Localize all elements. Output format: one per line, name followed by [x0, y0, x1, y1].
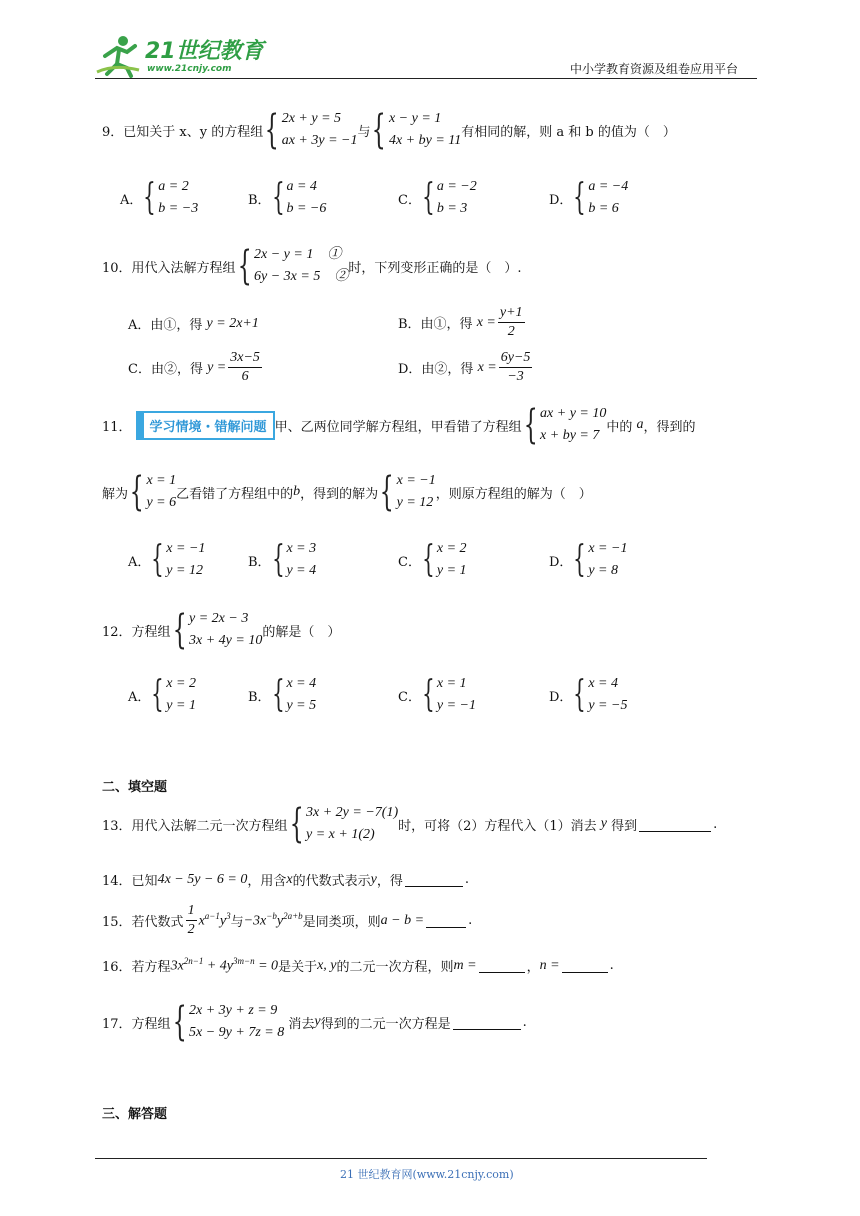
variable: y — [600, 816, 608, 831]
variable: x, y — [317, 957, 337, 973]
question-text: 解为 — [102, 486, 129, 502]
question-text: 已知关于 x、y 的方程组 — [123, 124, 264, 140]
question-text: 中的 — [606, 419, 633, 435]
variable: b — [293, 484, 301, 499]
question-text: 用代入法解二元一次方程组 — [131, 818, 288, 834]
question-text: 是关于 — [278, 960, 318, 975]
equation: $3x^{2n-1} + 4y^{3m-n} = 0$ — [170, 956, 279, 974]
question-13 — [102, 802, 717, 846]
question-text: ，用含 — [247, 874, 287, 889]
option-c[interactable]: C．由②，得 y = $\frac{3x-5}{6}$ — [128, 350, 260, 384]
context-tag: 学习情境・错解问题 — [142, 411, 275, 440]
question-number: 17． — [102, 1016, 132, 1032]
equation: a − b = — [380, 912, 425, 928]
option-d[interactable]: D．由②，得 x = $\frac{6y-5}{-3}$ — [398, 350, 531, 384]
question-text: ，得到的 — [643, 419, 696, 435]
question-text: 得到 — [611, 818, 638, 834]
question-text: 是同类项，则 — [302, 915, 381, 930]
answer-blank[interactable] — [426, 913, 466, 928]
question-number: 15． — [102, 915, 132, 930]
equation-system: { 2x + y = 5 ax + 3y = −1 — [264, 107, 358, 153]
question-16 — [102, 956, 614, 975]
logo-url: www.21cnjy.com — [147, 64, 232, 74]
option-d[interactable]: D． { x = 4 y = −5 — [549, 674, 628, 715]
option-d[interactable]: D． { a = −4 b = 6 — [549, 177, 629, 218]
term: $x^{a-1}y^3$ — [198, 911, 231, 929]
question-number: 11． — [102, 419, 132, 435]
question-number: 9． — [102, 124, 124, 140]
question-number: 16． — [102, 960, 132, 975]
equation-system: { y = 2x − 3 3x + 4y = 10 — [172, 607, 263, 653]
variable: y — [314, 1014, 321, 1029]
punctuation: . — [468, 913, 473, 928]
option-b[interactable]: B． { a = 4 b = −6 — [248, 177, 327, 218]
punctuation: ， — [526, 960, 540, 975]
equation-system: { 2x − y = 1 ① 6y − 3x = 5 ② — [237, 243, 349, 289]
option-d[interactable]: D． { x = −1 y = 8 — [549, 539, 628, 580]
section-heading: 三、解答题 — [102, 1107, 168, 1122]
answer-blank-m[interactable] — [479, 958, 525, 973]
answer-blank[interactable] — [453, 1015, 521, 1030]
equation-system: { 2x + 3y + z = 9 5x − 9y + 7z = 8 — [172, 999, 285, 1045]
equation: 4x − 5y − 6 = 0 — [157, 871, 248, 887]
question-text: 方程组 — [131, 624, 171, 640]
question-number: 13． — [102, 818, 132, 834]
question-text: 甲、乙两位同学解方程组，甲看错了方程组 — [274, 419, 522, 435]
question-text: 乙看错了方程组中的 — [176, 486, 294, 502]
runner-logo-icon — [95, 34, 143, 78]
variable: y — [370, 871, 377, 887]
equation: m = — [453, 957, 477, 973]
question-text: ，得到的解为 — [300, 486, 379, 502]
question-text: 用代入法解方程组 — [131, 260, 236, 276]
option-c[interactable]: C． { a = −2 b = 3 — [398, 177, 477, 218]
footer-rule — [95, 1158, 707, 1159]
solution-system: { x = −1 y = 12 — [379, 469, 436, 515]
question-number: 10． — [102, 260, 132, 276]
equation: n = — [539, 957, 560, 973]
option-a[interactable]: A． { x = −1 y = 12 — [128, 539, 206, 580]
option-b[interactable]: B．由①，得 x = $\frac{y+1}{2}$ — [398, 305, 523, 339]
header-rule — [95, 78, 757, 79]
question-text: 与 — [230, 915, 244, 930]
question-11-cont — [102, 470, 592, 514]
fraction: $\frac{1}{2}$ — [187, 903, 195, 937]
question-14 — [102, 870, 469, 889]
answer-blank[interactable] — [639, 817, 711, 832]
option-a[interactable]: A．由①，得 y = 2x+1 — [128, 315, 259, 333]
question-text: 的二元一次方程，则 — [336, 960, 454, 975]
question-15 — [102, 902, 472, 939]
question-11 — [102, 403, 696, 447]
punctuation: . — [522, 1014, 527, 1030]
header-logo — [95, 32, 265, 80]
solution-system: { x = 1 y = 6 — [129, 469, 177, 515]
question-17 — [102, 1000, 527, 1044]
section-heading: 二、填空题 — [102, 780, 168, 795]
option-c[interactable]: C． { x = 2 y = 1 — [398, 539, 467, 580]
footer-text: 21 世纪教育网(www.21cnjy.com) — [340, 1168, 514, 1181]
variable: a — [636, 417, 644, 432]
question-text: 与 — [357, 124, 371, 140]
question-text: 时，下列变形正确的是（ ）. — [348, 260, 522, 276]
option-c[interactable]: C． { x = 1 y = −1 — [398, 674, 476, 715]
header-right-text: 中小学教育资源及组卷应用平台 — [570, 62, 739, 76]
question-number: 12． — [102, 624, 132, 640]
question-text: 方程组 — [131, 1016, 171, 1032]
question-10 — [102, 244, 521, 288]
option-a[interactable]: A． { a = 2 b = −3 — [120, 177, 199, 218]
option-b[interactable]: B． { x = 4 y = 5 — [248, 674, 317, 715]
question-text: 的解是（ ） — [262, 624, 341, 640]
question-12 — [102, 608, 340, 652]
question-text: ，则原方程组的解为（ ） — [435, 486, 592, 502]
question-text: 有相同的解，则 a 和 b 的值为（ ） — [461, 124, 676, 140]
question-text: 若代数式 — [131, 915, 184, 930]
option-a[interactable]: A． { x = 2 y = 1 — [128, 674, 196, 715]
punctuation: . — [609, 958, 614, 973]
punctuation: . — [464, 872, 469, 887]
question-text: 消去 — [288, 1016, 315, 1032]
question-text: 时，可将（2）方程代入（1）消去 — [398, 818, 597, 834]
answer-blank[interactable] — [405, 872, 463, 887]
equation-system: { x − y = 1 4x + by = 11 — [372, 107, 462, 153]
logo-title: 21世纪教育 — [145, 39, 264, 64]
equation-system: { ax + y = 10 x + by = 7 — [523, 402, 607, 448]
question-text: 得到的二元一次方程是 — [320, 1016, 451, 1032]
question-text: 若方程 — [131, 960, 171, 975]
question-number: 14． — [102, 874, 132, 889]
equation-system: { 3x + 2y = −7(1) y = x + 1(2) — [289, 801, 399, 847]
question-text: 的代数式表示 — [292, 874, 371, 889]
term: $-3x^{-b}y^{2a+b}$ — [243, 911, 303, 929]
question-text: 已知 — [131, 874, 158, 889]
answer-blank-n[interactable] — [562, 958, 608, 973]
question-9 — [102, 108, 676, 152]
question-text: ，得 — [376, 874, 403, 889]
punctuation: . — [713, 816, 718, 832]
option-b[interactable]: B． { x = 3 y = 4 — [248, 539, 317, 580]
variable: x — [286, 871, 293, 887]
